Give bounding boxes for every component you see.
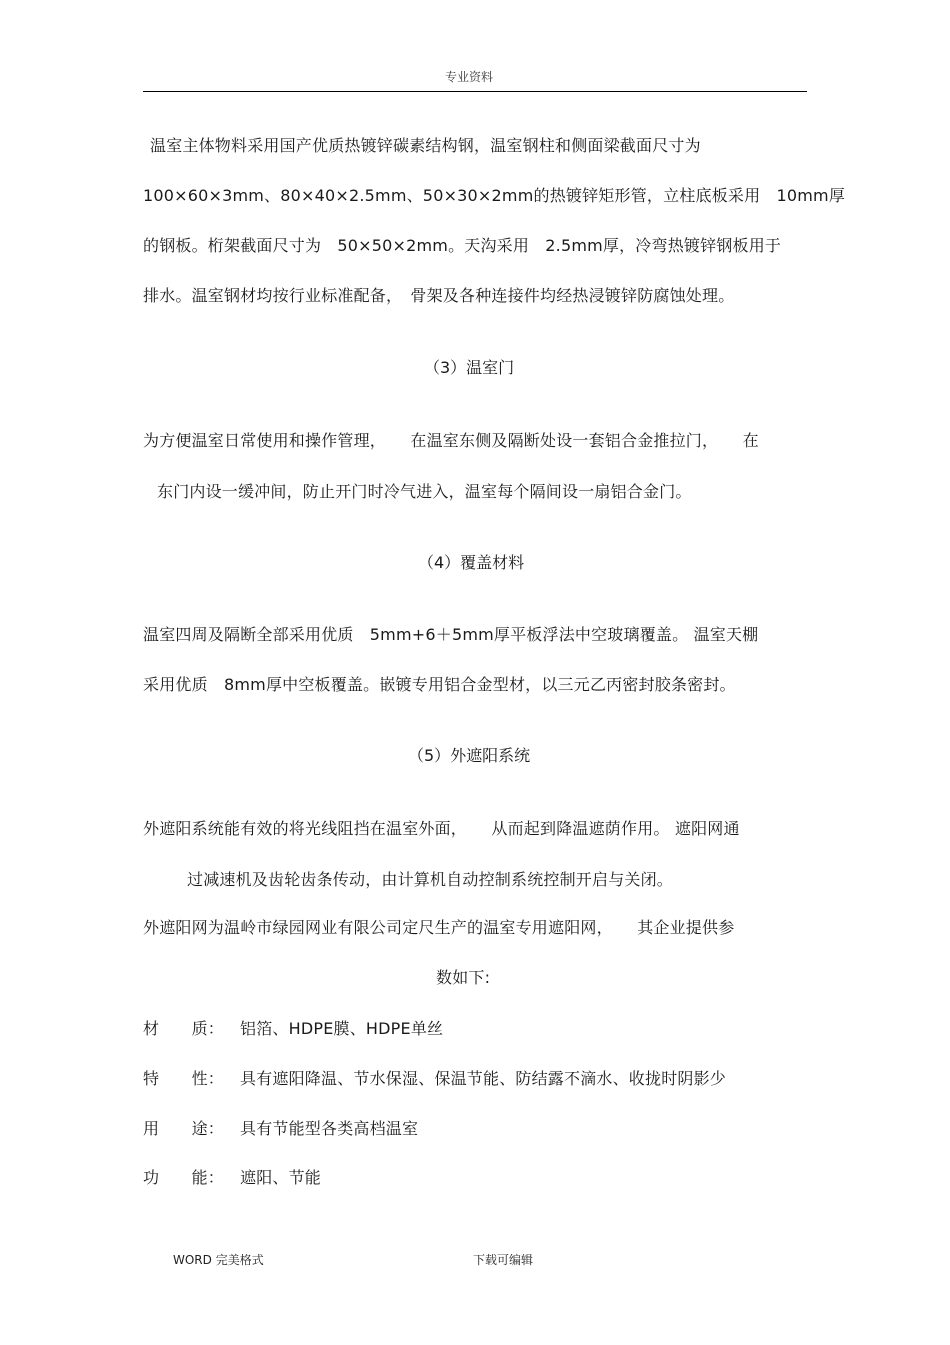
spec-label: 特 性：: [143, 1069, 225, 1088]
spec-label: 功 能：: [143, 1168, 225, 1187]
page-header-title: 专业资料: [445, 70, 494, 84]
paragraph-line: 数如下:: [436, 968, 491, 987]
paragraph-line: 温室主体物料采用国产优质热镀锌碳素结构钢，温室钢柱和侧面梁截面尺寸为: [150, 136, 701, 155]
paragraph-line: 采用优质 8mm厚中空板覆盖。嵌镀专用铝合金型材，以三元乙丙密封胶条密封。: [143, 675, 736, 694]
paragraph-line: 东门内设一缓冲间，防止开门时冷气进入，温室每个隔间设一扇铝合金门。: [157, 482, 692, 501]
paragraph-line: 温室四周及隔断全部采用优质 5mm+6＋5mm厚平板浮法中空玻璃覆盖。 温室天棚: [143, 625, 759, 644]
section-heading-shading: （5）外遮阳系统: [408, 746, 531, 765]
spec-value: 具有遮阳降温、节水保湿、保温节能、防结露不滴水、收拢时阴影少: [240, 1069, 727, 1088]
spec-value: 铝箔、HDPE膜、HDPE单丝: [240, 1019, 444, 1038]
spec-label: 用 途：: [143, 1119, 225, 1138]
footer-right: 下载可编辑: [473, 1253, 534, 1267]
footer-left: WORD 完美格式: [173, 1253, 264, 1267]
section-heading-covering: （4）覆盖材料: [418, 553, 525, 572]
paragraph-line: 外遮阳网为温岭市绿园网业有限公司定尺生产的温室专用遮阳网， 其企业提供参: [143, 918, 735, 937]
paragraph-line: 100×60×3mm、80×40×2.5mm、50×30×2mm的热镀锌矩形管，立柱底板采用 10mm厚: [143, 186, 846, 205]
paragraph-line: 的钢板。桁架截面尺寸为 50×50×2mm。天沟采用 2.5mm厚，冷弯热镀锌钢板用于: [143, 236, 782, 255]
paragraph-line: 过减速机及齿轮齿条传动，由计算机自动控制系统控制开启与关闭。: [187, 870, 674, 889]
spec-value: 具有节能型各类高档温室: [240, 1119, 419, 1138]
header-rule: [143, 91, 807, 92]
section-heading-door: （3）温室门: [424, 358, 515, 377]
paragraph-line: 排水。温室钢材均按行业标准配备， 骨架及各种连接件均经热浸镀锌防腐蚀处理。: [143, 286, 735, 305]
paragraph-line: 为方便温室日常使用和操作管理， 在温室东侧及隔断处设一套铝合金推拉门， 在: [143, 431, 759, 450]
spec-label: 材 质：: [143, 1019, 225, 1038]
paragraph-line: 外遮阳系统能有效的将光线阻挡在温室外面， 从而起到降温遮荫作用。 遮阳网通: [143, 819, 740, 838]
spec-value: 遮阳、节能: [240, 1168, 322, 1187]
